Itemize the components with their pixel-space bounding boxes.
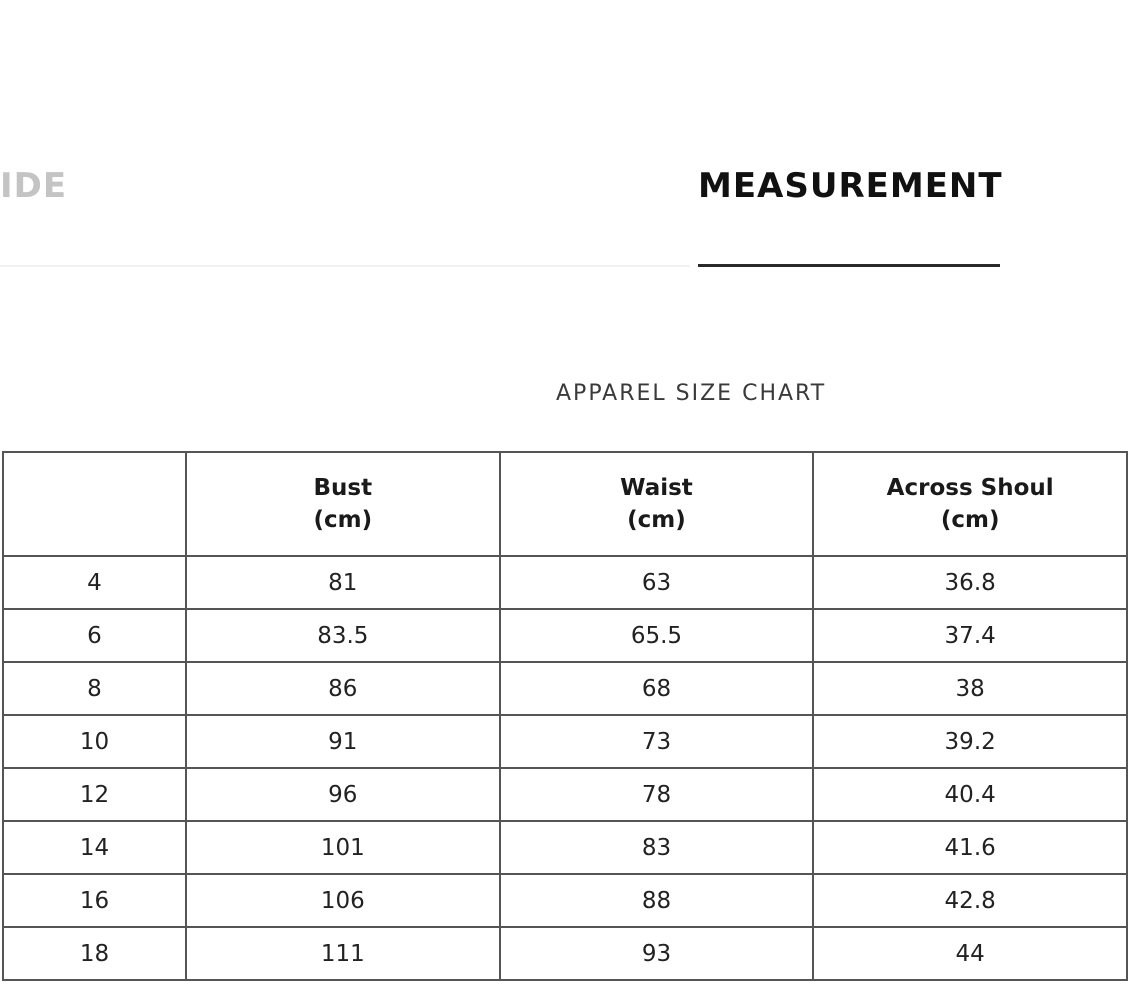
- cell-size: 4: [3, 556, 186, 609]
- cell-size: 14: [3, 821, 186, 874]
- cell-bust: 86: [186, 662, 500, 715]
- table-row: [3, 821, 1127, 874]
- header-size: [3, 452, 186, 556]
- cell-bust: 91: [186, 715, 500, 768]
- table-row: [3, 662, 1127, 715]
- cell-waist: 63: [500, 556, 814, 609]
- cell-waist: 78: [500, 768, 814, 821]
- table-row: [3, 768, 1127, 821]
- cell-size: 18: [3, 927, 186, 980]
- cell-shoulder: 42.8: [813, 874, 1127, 927]
- active-tab-underline: [698, 264, 1000, 267]
- size-table: [2, 451, 1128, 981]
- cell-bust: 106: [186, 874, 500, 927]
- table-row: [3, 927, 1127, 980]
- cell-shoulder: 37.4: [813, 609, 1127, 662]
- cell-size: 12: [3, 768, 186, 821]
- table-row: [3, 556, 1127, 609]
- tab-divider: [0, 265, 690, 267]
- tab-measurement[interactable]: MEASUREMENT: [698, 166, 1003, 206]
- cell-waist: 83: [500, 821, 814, 874]
- cell-shoulder: 38: [813, 662, 1127, 715]
- cell-size: 8: [3, 662, 186, 715]
- cell-waist: 65.5: [500, 609, 814, 662]
- header-across-shoulder: Across Shoul (cm): [813, 452, 1127, 556]
- tab-size-guide[interactable]: IDE: [0, 166, 68, 206]
- cell-bust: 101: [186, 821, 500, 874]
- cell-bust: 96: [186, 768, 500, 821]
- cell-waist: 93: [500, 927, 814, 980]
- header-bust: Bust (cm): [186, 452, 500, 556]
- table-row: [3, 609, 1127, 662]
- cell-bust: 111: [186, 927, 500, 980]
- table-row: [3, 874, 1127, 927]
- cell-waist: 73: [500, 715, 814, 768]
- cell-waist: 68: [500, 662, 814, 715]
- cell-shoulder: 36.8: [813, 556, 1127, 609]
- cell-waist: 88: [500, 874, 814, 927]
- table-header-row: [3, 452, 1127, 556]
- cell-bust: 81: [186, 556, 500, 609]
- table-row: [3, 715, 1127, 768]
- cell-size: 16: [3, 874, 186, 927]
- header-waist: Waist (cm): [500, 452, 814, 556]
- cell-shoulder: 44: [813, 927, 1127, 980]
- cell-shoulder: 39.2: [813, 715, 1127, 768]
- cell-shoulder: 41.6: [813, 821, 1127, 874]
- cell-bust: 83.5: [186, 609, 500, 662]
- cell-size: 10: [3, 715, 186, 768]
- cell-size: 6: [3, 609, 186, 662]
- chart-title: APPAREL SIZE CHART: [556, 381, 827, 406]
- cell-shoulder: 40.4: [813, 768, 1127, 821]
